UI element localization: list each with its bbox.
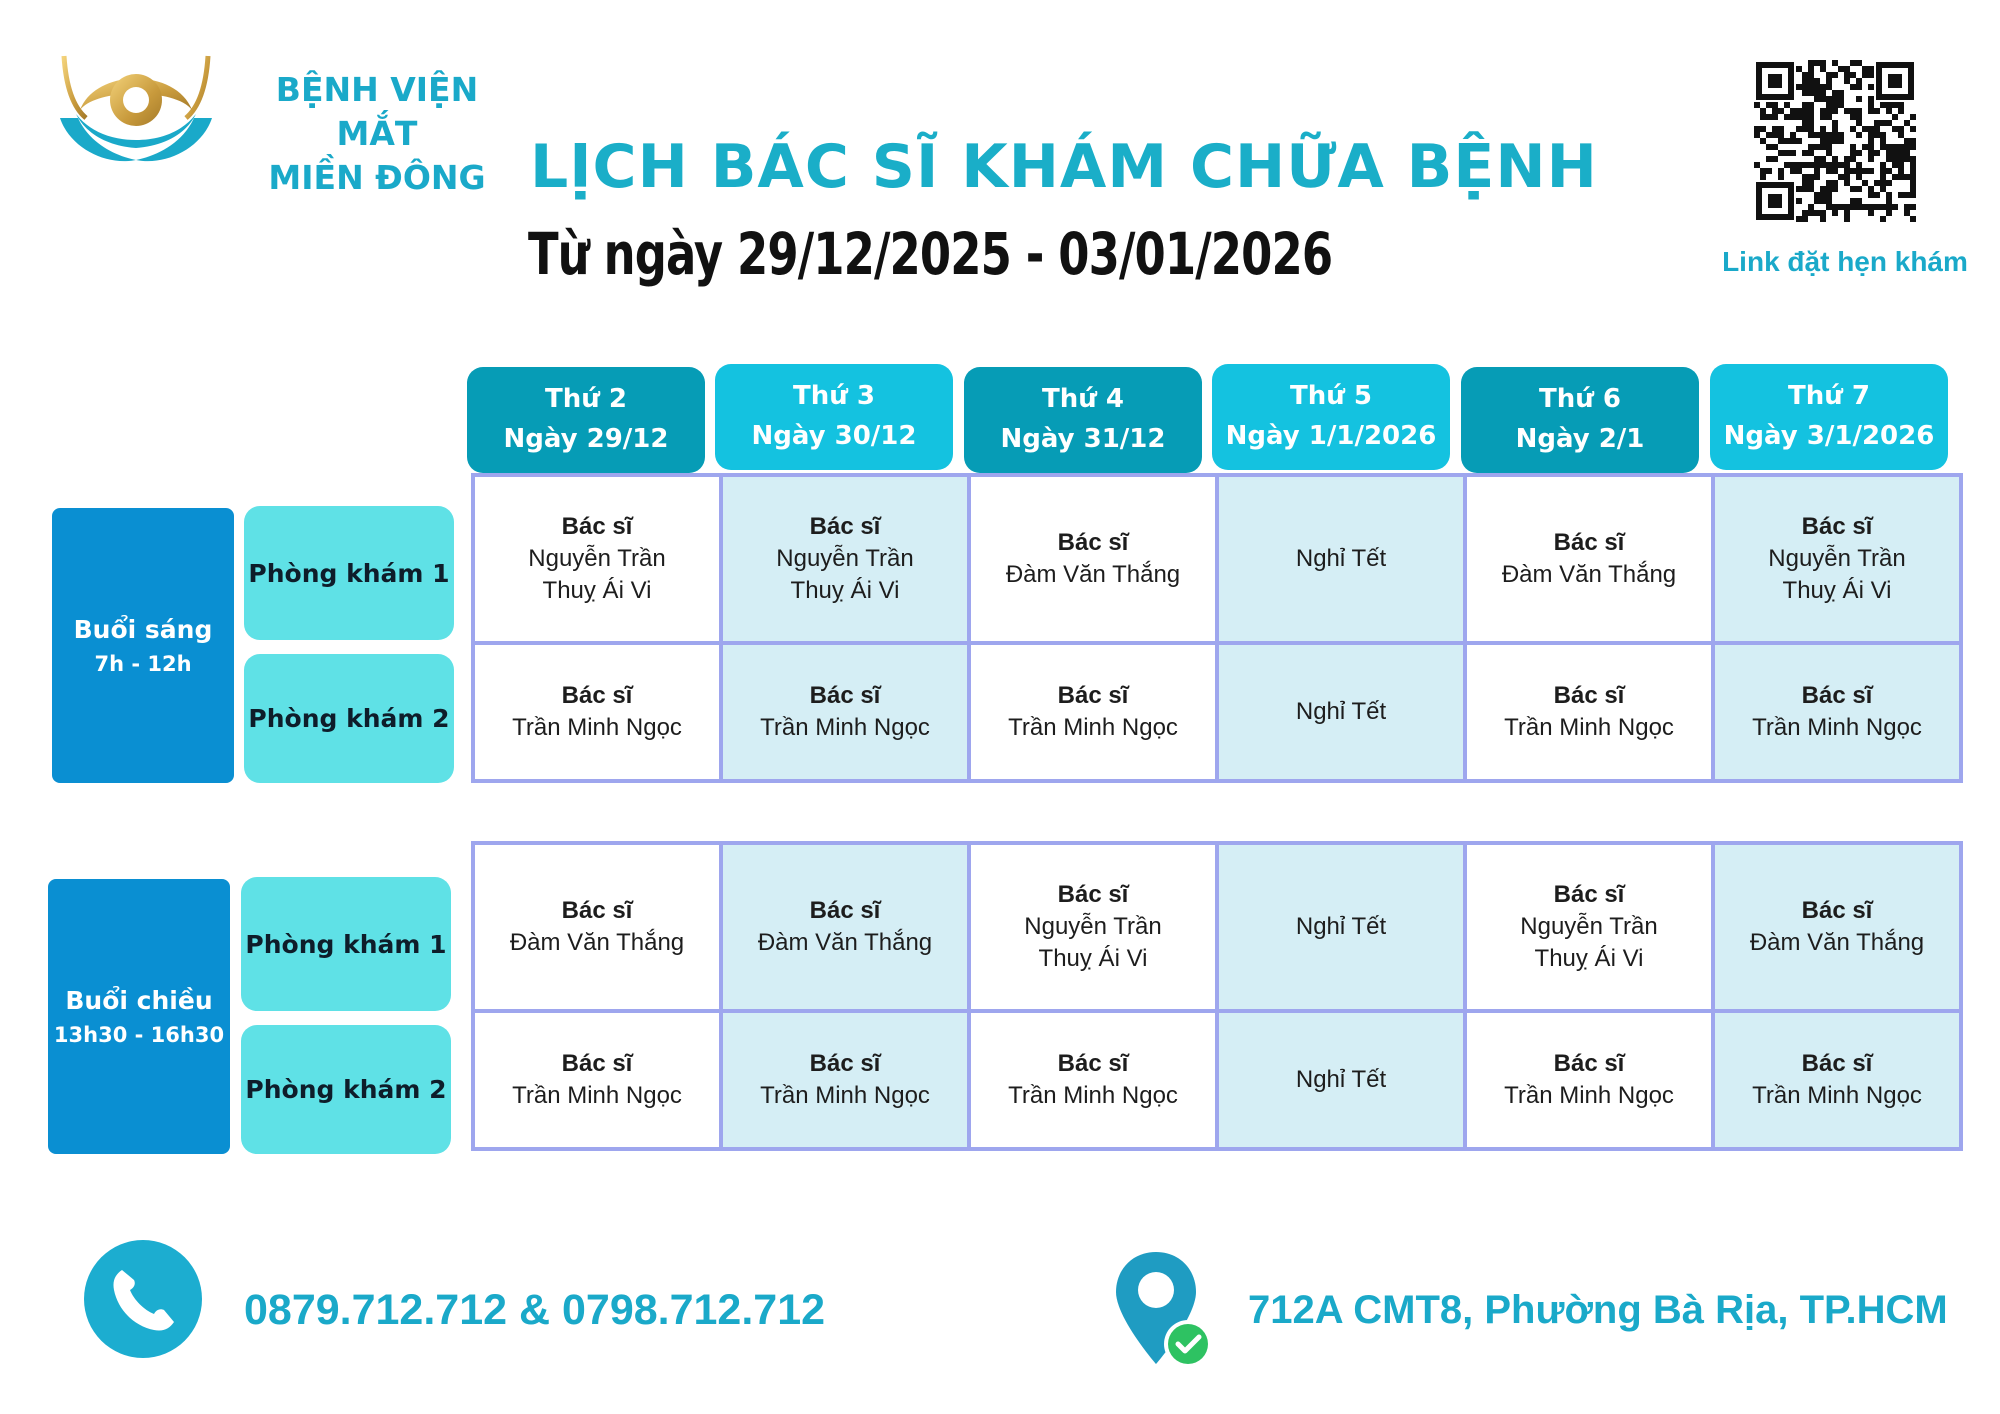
session-time: 13h30 - 16h30 (53, 1022, 225, 1047)
day-off-note: Nghỉ Tết (1295, 545, 1387, 572)
schedule-cell (721, 643, 969, 781)
schedule-cell (473, 1011, 721, 1149)
doctor-title: Bác sĩ (1553, 881, 1625, 908)
schedule-cell (1465, 475, 1713, 643)
schedule-cell (473, 843, 721, 1011)
doctor-title: Bác sĩ (1057, 1050, 1129, 1077)
doctor-title: Bác sĩ (1801, 682, 1873, 709)
doctor-name: Trần Minh Ngọc (512, 714, 682, 741)
doctor-title: Bác sĩ (809, 513, 881, 540)
schedule-cell (1217, 1011, 1465, 1149)
doctor-name: Đàm Văn Thắng (757, 929, 933, 956)
doctor-name: Đàm Văn Thắng (509, 929, 685, 956)
schedule-cell (1465, 643, 1713, 781)
morning-schedule-table (471, 473, 1963, 783)
page-title: LỊCH BÁC SĨ KHÁM CHỮA BỆNH (530, 132, 1598, 202)
day-date: Ngày 31/12 (1000, 424, 1166, 454)
day-header-4 (1212, 364, 1450, 470)
location-pin-check-icon (1112, 1248, 1216, 1372)
qr-code-icon (1754, 60, 1916, 222)
doctor-name: Trần Minh Ngọc (1752, 714, 1922, 741)
doctor-name: Nguyễn Trần Thuỵ Ái Vi (528, 545, 666, 604)
morning-room-2-label: Phòng khám 2 (244, 654, 454, 783)
doctor-title: Bác sĩ (561, 513, 633, 540)
doctor-title: Bác sĩ (561, 1050, 633, 1077)
doctor-name: Nguyễn Trần Thuỵ Ái Vi (1024, 913, 1162, 972)
schedule-cell (473, 643, 721, 781)
hospital-logo (56, 48, 216, 168)
schedule-cell (1713, 475, 1961, 643)
table-row (473, 1011, 1961, 1149)
booking-link-label[interactable]: Link đặt hẹn khám (1722, 246, 1968, 277)
afternoon-schedule-table (471, 841, 1963, 1151)
table-row (473, 475, 1961, 643)
doctor-title: Bác sĩ (561, 682, 633, 709)
doctor-name: Đàm Văn Thắng (1501, 561, 1677, 588)
day-off-note: Nghỉ Tết (1295, 1066, 1387, 1093)
doctor-name: Trần Minh Ngọc (1752, 1082, 1922, 1109)
schedule-cell (721, 843, 969, 1011)
doctor-name: Trần Minh Ngọc (760, 714, 930, 741)
day-header-6 (1710, 364, 1948, 470)
day-name: Thứ 4 (1042, 384, 1124, 414)
eye-hands-logo-icon (56, 48, 216, 168)
session-name: Buổi sáng (73, 614, 213, 644)
schedule-cell (721, 475, 969, 643)
date-range: Từ ngày 29/12/2025 - 03/01/2026 (528, 220, 1333, 288)
schedule-cell (969, 475, 1217, 643)
afternoon-room-1-label: Phòng khám 1 (241, 877, 451, 1011)
table-row (473, 843, 1961, 1011)
morning-session-label (52, 508, 234, 783)
day-date: Ngày 29/12 (503, 424, 669, 454)
session-time: 7h - 12h (94, 651, 192, 676)
doctor-title: Bác sĩ (561, 897, 633, 924)
schedule-cell (1217, 843, 1465, 1011)
phone-icon[interactable] (84, 1240, 202, 1358)
doctor-name: Nguyễn Trần Thuỵ Ái Vi (776, 545, 914, 604)
doctor-name: Đàm Văn Thắng (1749, 929, 1925, 956)
doctor-title: Bác sĩ (1057, 881, 1129, 908)
doctor-title: Bác sĩ (1553, 1050, 1625, 1077)
day-header-2 (715, 364, 953, 470)
day-name: Thứ 2 (545, 384, 627, 414)
hospital-name-line2: MIỀN ĐÔNG (268, 158, 486, 197)
doctor-name: Trần Minh Ngọc (1008, 1082, 1178, 1109)
schedule-cell (1465, 843, 1713, 1011)
morning-room-1-label: Phòng khám 1 (244, 506, 454, 640)
doctor-title: Bác sĩ (1801, 1050, 1873, 1077)
doctor-name: Nguyễn Trần Thuỵ Ái Vi (1520, 913, 1658, 972)
table-row (473, 643, 1961, 781)
doctor-name: Trần Minh Ngọc (1008, 714, 1178, 741)
doctor-title: Bác sĩ (1057, 529, 1129, 556)
address: 712A CMT8, Phường Bà Rịa, TP.HCM (1248, 1288, 1948, 1332)
schedule-cell (1217, 643, 1465, 781)
phone-handset-icon (84, 1240, 202, 1358)
afternoon-room-2-label: Phòng khám 2 (241, 1025, 451, 1154)
schedule-cell (473, 475, 721, 643)
doctor-title: Bác sĩ (809, 897, 881, 924)
schedule-cell (721, 1011, 969, 1149)
day-off-note: Nghỉ Tết (1295, 913, 1387, 940)
doctor-name: Đàm Văn Thắng (1005, 561, 1181, 588)
schedule-cell (969, 843, 1217, 1011)
doctor-name: Trần Minh Ngọc (1504, 714, 1674, 741)
schedule-cell (1713, 643, 1961, 781)
day-date: Ngày 2/1 (1515, 424, 1645, 454)
day-header-5 (1461, 367, 1699, 473)
day-off-note: Nghỉ Tết (1295, 698, 1387, 725)
day-date: Ngày 3/1/2026 (1723, 421, 1935, 451)
schedule-cell (969, 643, 1217, 781)
day-date: Ngày 30/12 (751, 421, 917, 451)
doctor-name: Trần Minh Ngọc (760, 1082, 930, 1109)
doctor-title: Bác sĩ (1553, 682, 1625, 709)
doctor-name: Trần Minh Ngọc (1504, 1082, 1674, 1109)
doctor-title: Bác sĩ (809, 1050, 881, 1077)
location-pin-icon (1112, 1248, 1216, 1372)
day-header-3 (964, 367, 1202, 473)
schedule-cell (969, 1011, 1217, 1149)
schedule-cell (1465, 1011, 1713, 1149)
day-name: Thứ 6 (1539, 384, 1621, 414)
doctor-title: Bác sĩ (1553, 529, 1625, 556)
schedule-cell (1217, 475, 1465, 643)
phone-numbers[interactable]: 0879.712.712 & 0798.712.712 (244, 1286, 826, 1334)
doctor-title: Bác sĩ (1057, 682, 1129, 709)
booking-qr-code[interactable] (1754, 60, 1916, 222)
day-name: Thứ 3 (793, 381, 875, 411)
doctor-name: Trần Minh Ngọc (512, 1082, 682, 1109)
doctor-title: Bác sĩ (1801, 897, 1873, 924)
day-date: Ngày 1/1/2026 (1225, 421, 1437, 451)
doctor-name: Nguyễn Trần Thuỵ Ái Vi (1768, 545, 1906, 604)
schedule-cell (1713, 1011, 1961, 1149)
doctor-title: Bác sĩ (1801, 513, 1873, 540)
day-name: Thứ 5 (1290, 381, 1372, 411)
hospital-name-line1: BỆNH VIỆN MẮT (275, 70, 479, 153)
hospital-name (232, 68, 522, 200)
day-name: Thứ 7 (1788, 381, 1870, 411)
schedule-cell (1713, 843, 1961, 1011)
session-name: Buổi chiều (65, 985, 213, 1015)
afternoon-session-label (48, 879, 230, 1154)
doctor-title: Bác sĩ (809, 682, 881, 709)
day-header-1 (467, 367, 705, 473)
